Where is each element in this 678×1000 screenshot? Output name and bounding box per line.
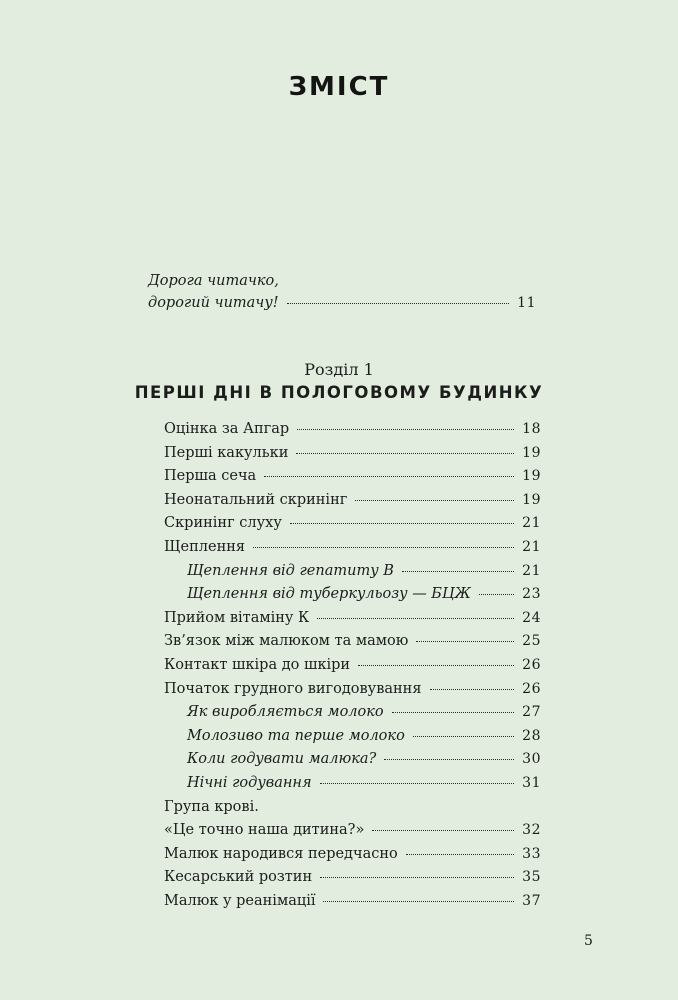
intro-line-2 (148, 292, 536, 314)
toc-entry-page: 19 (522, 468, 541, 485)
toc-entry-page: 35 (522, 869, 541, 886)
toc-entry-label: «Це точно наша дитина?» (164, 822, 365, 839)
toc-entry (164, 657, 541, 681)
toc-subentry (164, 728, 541, 752)
dot-leader (392, 712, 515, 713)
toc-entry-page: 30 (522, 751, 541, 768)
toc-subentry (164, 775, 541, 799)
toc-entry-page: 18 (522, 421, 541, 437)
toc-entry-label: Малюк у реанімації (164, 892, 316, 909)
intro-label-2: дорогий читачу! (148, 295, 279, 311)
intro-line-1 (148, 270, 536, 292)
dot-leader (479, 594, 514, 595)
toc-entry (164, 421, 541, 445)
toc-entry (164, 846, 541, 870)
dot-leader (355, 500, 514, 501)
dot-leader (320, 783, 515, 784)
dot-leader (320, 877, 514, 878)
toc-entry (164, 893, 541, 917)
toc-entry (164, 539, 541, 563)
toc-entry-page: 32 (522, 822, 541, 839)
toc-entry (164, 633, 541, 657)
toc-entry (164, 610, 541, 634)
dot-leader (358, 665, 514, 666)
toc-entry-label: Контакт шкіра до шкіри (164, 656, 351, 673)
toc-list (164, 421, 541, 916)
intro-entry (148, 270, 536, 314)
toc-entry (164, 445, 541, 469)
toc-entry (164, 468, 541, 492)
toc-entry-page: 23 (522, 586, 541, 603)
intro-page-number: 11 (517, 295, 536, 311)
toc-entry-label: Скринінг слуху (164, 515, 282, 532)
dot-leader (253, 547, 514, 548)
toc-entry-page: 19 (522, 491, 541, 508)
chapter-number: Розділ 1 (304, 360, 374, 379)
toc-entry-label: Коли годувати малюка? (187, 751, 377, 768)
dot-leader (264, 476, 514, 477)
toc-entry-page: 33 (522, 845, 541, 862)
toc-entry-label: Оцінка за Апгар (164, 421, 290, 437)
toc-entry-page: 21 (522, 515, 541, 532)
toc-entry-label: Молозиво та перше молоко (187, 727, 405, 744)
toc-entry-page: 31 (522, 774, 541, 791)
page-number: 5 (584, 933, 593, 949)
toc-subentry (164, 586, 541, 610)
toc-entry-label: Перші какульки (164, 444, 289, 461)
dot-leader (402, 571, 514, 572)
dot-leader (317, 618, 514, 619)
toc-entry (164, 869, 541, 893)
toc-entry-label: Малюк народився передчасно (164, 845, 398, 862)
toc-entry (164, 492, 541, 516)
toc-entry-label: Як виробляється молоко (187, 704, 384, 721)
toc-entry-page: 19 (522, 444, 541, 461)
dot-leader (384, 759, 514, 760)
toc-entry-label: Нічні годування (187, 774, 312, 791)
toc-entry-page: 27 (522, 704, 541, 721)
dot-leader (416, 641, 514, 642)
dot-leader (413, 736, 514, 737)
toc-entry-page: 24 (522, 609, 541, 626)
toc-entry-page: 28 (522, 727, 541, 744)
page-title: ЗМІСТ (288, 72, 390, 102)
toc-entry-label: Щеплення від туберкульозу — БЦЖ (187, 586, 471, 603)
toc-entry-page: 25 (522, 633, 541, 650)
toc-entry-label: Перша сеча (164, 468, 257, 485)
dot-leader (430, 689, 515, 690)
dot-leader (323, 901, 514, 902)
toc-entry-label: Група крові. (164, 798, 259, 815)
toc-entry-page: 21 (522, 562, 541, 579)
toc-entry-label: Щеплення від гепатиту В (187, 562, 394, 579)
toc-entry-label: Зв’язок між малюком та мамою (164, 633, 409, 650)
intro-label-1: Дорога читачко, (148, 273, 279, 289)
toc-entry-label: Кесарський розтин (164, 869, 313, 886)
toc-subentry (164, 563, 541, 587)
dot-leader (290, 523, 514, 524)
toc-subentry (164, 751, 541, 775)
dot-leader (406, 854, 514, 855)
toc-subentry (164, 704, 541, 728)
toc-entry-label: Щеплення (164, 538, 246, 555)
toc-entry (164, 822, 541, 846)
chapter-title: ПЕРШІ ДНІ В ПОЛОГОВОМУ БУДИНКУ (134, 383, 544, 402)
toc-entry-page: 26 (522, 656, 541, 673)
toc-entry (164, 799, 541, 823)
toc-entry (164, 681, 541, 705)
toc-entry-label: Прийом вітаміну К (164, 609, 310, 626)
toc-entry-page: 26 (522, 680, 541, 697)
toc-entry-label: Початок грудного вигодовування (164, 680, 422, 697)
toc-entry-page: 21 (522, 538, 541, 555)
dot-leader (296, 453, 514, 454)
dot-leader (297, 429, 514, 430)
toc-entry-label: Неонатальний скринінг (164, 491, 348, 508)
dot-leader (287, 303, 510, 304)
toc-entry (164, 515, 541, 539)
toc-entry-page: 37 (522, 892, 541, 909)
dot-leader (372, 830, 514, 831)
